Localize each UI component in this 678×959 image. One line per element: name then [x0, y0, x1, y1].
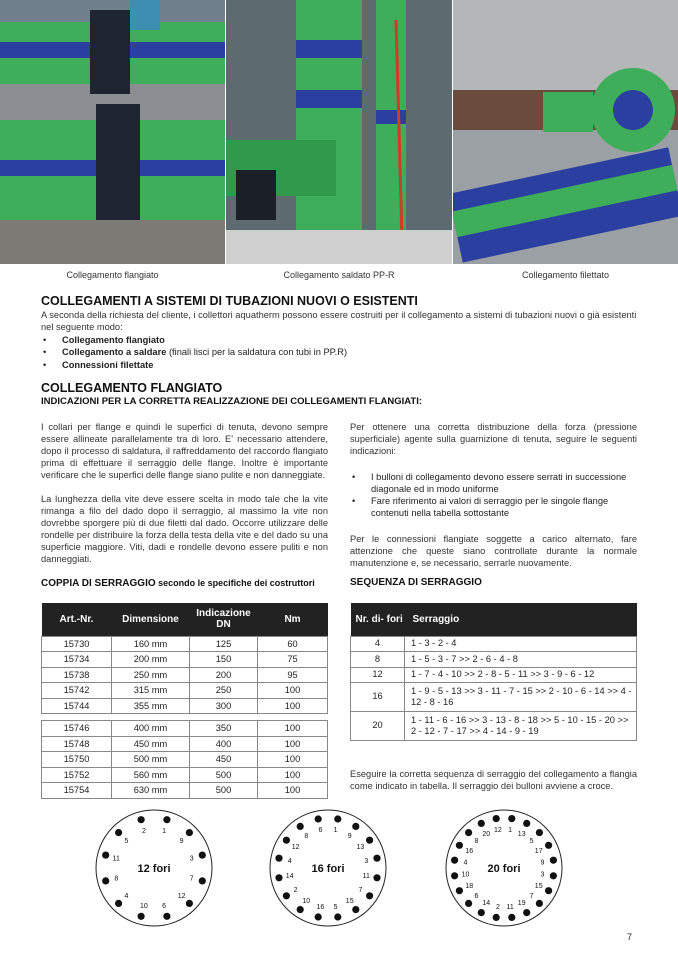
- bolt-number: 6: [162, 903, 167, 911]
- table-cell: 100: [258, 698, 328, 714]
- flange-label: 20 fori: [487, 863, 521, 875]
- bolt-number: 18: [465, 883, 474, 891]
- list-item: • I bulloni di collegamento devono essere serrati in successione diagonale ed in modo uniforme: [350, 471, 637, 495]
- col-header-dimension: Dimensione: [112, 603, 190, 636]
- bolt-number: 11: [362, 873, 370, 881]
- flange-16-holes: [270, 810, 386, 926]
- instruction-list: [350, 471, 637, 519]
- bolt-hole: [283, 892, 290, 899]
- table-cell: 15730: [42, 636, 112, 652]
- sequence-cell: 1 - 9 - 5 - 13 >> 3 - 11 - 7 - 15 >> 2 - 10 - 6 - 14 >> 4 - 12 - 8 - 16: [405, 683, 637, 712]
- bolt-hole: [523, 909, 530, 916]
- bolt-hole: [334, 913, 341, 920]
- flange-label: 12 fori: [137, 863, 171, 875]
- bolt-hole: [115, 829, 122, 836]
- table-cell: 315 mm: [112, 683, 190, 699]
- photo-flanged-connection: [0, 0, 225, 264]
- bolt-hole: [102, 877, 109, 884]
- table-row: [351, 667, 637, 683]
- table-cell: 630 mm: [112, 783, 190, 799]
- table-cell: 250 mm: [112, 667, 190, 683]
- bolt-hole: [297, 906, 304, 913]
- bolt-number: 4: [124, 893, 129, 901]
- bolt-number: 6: [318, 827, 323, 835]
- table-row: [42, 736, 328, 752]
- bolt-hole: [138, 913, 145, 920]
- col-header-sequence: Serraggio: [405, 603, 637, 636]
- bolt-hole: [478, 909, 485, 916]
- sequence-table: [350, 603, 637, 741]
- caption-welded: Collegamento saldato PP-R: [283, 270, 395, 280]
- col-header-holes: Nr. di- fori: [351, 603, 405, 636]
- bolt-number: 7: [529, 893, 534, 901]
- paragraph-right-1: Per ottenere una corretta distribuzione della forza (pressione superficiale) agente sulla guarnizione di tenuta, seguire le seguenti indicazioni:: [350, 422, 637, 456]
- bolt-hole: [297, 823, 304, 830]
- bolt-number: 5: [333, 903, 338, 911]
- table-cell: 200 mm: [112, 652, 190, 668]
- torque-table-title: COPPIA DI SERRAGGIO secondo le specifiche dei costruttori: [41, 578, 315, 589]
- table-row: [42, 752, 328, 768]
- bolt-hole: [465, 900, 472, 907]
- bolt-hole: [366, 892, 373, 899]
- bolt-number: 6: [474, 893, 479, 901]
- bolt-number: 20: [482, 830, 491, 838]
- photo-threaded-connection: [453, 0, 678, 264]
- table-cell: 100: [258, 767, 328, 783]
- bolt-number: 8: [114, 875, 119, 883]
- table-cell: 15734: [42, 652, 112, 668]
- bolt-number: 2: [495, 904, 500, 911]
- list-item: • Collegamento flangiato: [41, 334, 601, 346]
- bolt-number: 11: [506, 904, 514, 911]
- bolt-number: 15: [345, 897, 354, 905]
- bolt-number: 7: [358, 887, 363, 895]
- bolt-number: 19: [517, 900, 526, 908]
- table-cell: 450 mm: [112, 736, 190, 752]
- sequence-table-body: [351, 636, 637, 741]
- section-title-connections: COLLEGAMENTI A SISTEMI DI TUBAZIONI NUOVI O ESISTENTI: [41, 294, 418, 308]
- list-item: • Collegamento a saldare (finali lisci per la saldatura con tubi in PP.R): [41, 346, 601, 358]
- table-row: [351, 652, 637, 668]
- table-cell: 15748: [42, 736, 112, 752]
- flange-20-holes: [446, 810, 562, 926]
- flange-label: 16 fori: [311, 863, 345, 875]
- col-header-dn: Indicazione DN: [190, 603, 258, 636]
- bolt-hole: [102, 852, 109, 859]
- table-gap-row: [42, 714, 328, 721]
- bolt-number: 5: [529, 837, 534, 845]
- table-cell: 300: [190, 698, 258, 714]
- table-row: [42, 667, 328, 683]
- table-cell: 15738: [42, 667, 112, 683]
- table-row: [351, 683, 637, 712]
- table-cell: 500: [190, 783, 258, 799]
- bolt-number: 7: [189, 875, 194, 883]
- table-cell: 150: [190, 652, 258, 668]
- bolt-number: 3: [364, 857, 369, 865]
- table-row: [42, 783, 328, 799]
- holes-cell: 4: [351, 636, 405, 652]
- bolt-hole: [334, 815, 341, 822]
- bolt-hole: [550, 857, 557, 864]
- bolt-hole: [275, 874, 282, 881]
- table-cell: 355 mm: [112, 698, 190, 714]
- sequence-cell: 1 - 11 - 6 - 16 >> 3 - 13 - 8 - 18 >> 5 - 10 - 15 - 20 >> 2 - 12 - 7 - 17 >> 4 - 14 - 9 - 19: [405, 712, 637, 741]
- flange-12-holes: [96, 810, 212, 926]
- bolt-hole: [451, 872, 458, 879]
- bolt-hole: [373, 855, 380, 862]
- bolt-hole: [493, 815, 500, 822]
- paragraph-left-2: La lunghezza della vite deve essere scelta in modo tale che la vite rimanga a filo del dado dopo il serraggio, al massimo la vite non dovrebbe sporgere più di due filetti dal dado. Occorre utilizzare delle rondelle per distribuire la forza della testa della vite e del dado su una superficie maggiore. Viti, dadi e rondelle devono essere puliti e non danneggiati.: [41, 494, 328, 564]
- bolt-number: 3: [540, 871, 545, 879]
- table-row: [351, 712, 637, 741]
- bolt-number: 13: [356, 843, 365, 851]
- table-cell: 100: [258, 721, 328, 737]
- bolt-number: 9: [347, 833, 352, 841]
- photo-welded-connection: [226, 0, 452, 264]
- table-header-row: [351, 603, 637, 636]
- caption-flanged: Collegamento flangiato: [66, 270, 159, 280]
- table-cell: 100: [258, 683, 328, 699]
- table-cell: 15744: [42, 698, 112, 714]
- table-cell: 100: [258, 752, 328, 768]
- table-cell: 95: [258, 667, 328, 683]
- bolt-hole: [545, 887, 552, 894]
- table-row: [351, 636, 637, 652]
- table-cell: 450: [190, 752, 258, 768]
- bolt-number: 16: [316, 903, 325, 911]
- bolt-number: 11: [112, 855, 120, 863]
- bolt-hole: [508, 815, 515, 822]
- holes-cell: 20: [351, 712, 405, 741]
- bolt-number: 12: [291, 843, 300, 851]
- table-cell: 15754: [42, 783, 112, 799]
- bolt-hole: [465, 829, 472, 836]
- bolt-hole: [275, 855, 282, 862]
- list-item: • Fare riferimento ai valori di serraggio per le singole flange contenuti nella tabella sottostante: [350, 495, 637, 519]
- table-cell: 400 mm: [112, 721, 190, 737]
- table-cell: 15746: [42, 721, 112, 737]
- flange-diagrams: [0, 808, 678, 928]
- bolt-hole: [186, 829, 193, 836]
- section-subtitle: INDICAZIONI PER LA CORRETTA REALIZZAZIONE DEI COLLEGAMENTI FLANGIATI:: [41, 396, 423, 407]
- holes-cell: 8: [351, 652, 405, 668]
- table-row: [42, 636, 328, 652]
- bolt-number: 14: [482, 900, 491, 908]
- bolt-number: 2: [293, 887, 298, 895]
- sequence-cell: 1 - 3 - 2 - 4: [405, 636, 637, 652]
- bolt-hole: [478, 820, 485, 827]
- bolt-hole: [199, 852, 206, 859]
- bolt-number: 15: [534, 883, 543, 891]
- bolt-number: 1: [162, 827, 167, 835]
- bolt-number: 8: [304, 833, 309, 841]
- bolt-hole: [163, 816, 170, 823]
- table-cell: 100: [258, 783, 328, 799]
- bolt-number: 8: [474, 837, 479, 845]
- bolt-hole: [550, 872, 557, 879]
- bolt-hole: [352, 906, 359, 913]
- table-cell: 125: [190, 636, 258, 652]
- bolt-number: 10: [302, 897, 311, 905]
- paragraph-left-1: I collari per flange e quindi le superfici di tenuta, devono sempre essere allineate parallelamente tra di loro. E' necessario attendere, dopo il processo di saldatura, il raffreddamento del raccordo flangiato prima di effettuare il serraggio delle flange. Inoltre è importante verificare che le superfici delle flange siano pulite e non danneggiate.: [41, 422, 328, 480]
- holes-cell: 12: [351, 667, 405, 683]
- bolt-hole: [366, 837, 373, 844]
- table-cell: 560 mm: [112, 767, 190, 783]
- sequence-table-title: SEQUENZA DI SERRAGGIO: [350, 577, 482, 588]
- torque-table-body: [42, 636, 328, 798]
- bolt-number: 5: [124, 837, 129, 845]
- bolt-hole: [508, 914, 515, 921]
- bolt-number: 10: [140, 903, 148, 911]
- bolt-hole: [115, 900, 122, 907]
- bolt-hole: [456, 842, 463, 849]
- bolt-number: 9: [179, 837, 184, 845]
- bolt-number: 17: [534, 847, 543, 855]
- bolt-hole: [186, 900, 193, 907]
- table-cell: 75: [258, 652, 328, 668]
- bolt-number: 12: [494, 827, 502, 834]
- bolt-number: 4: [287, 857, 292, 865]
- bolt-hole: [456, 887, 463, 894]
- bolt-hole: [451, 857, 458, 864]
- sequence-note: Eseguire la corretta sequenza di serraggio del collegamento a flangia come indicato in tabella. Il serraggio dei bulloni avviene a croce.: [350, 769, 637, 791]
- table-row: [42, 683, 328, 699]
- bolt-number: 1: [333, 827, 338, 835]
- table-row: [42, 721, 328, 737]
- bolt-number: 16: [465, 847, 474, 855]
- page-number: 7: [626, 932, 632, 942]
- table-row: [42, 652, 328, 668]
- sequence-cell: 1 - 5 - 3 - 7 >> 2 - 6 - 4 - 8: [405, 652, 637, 668]
- list-item: • Connessioni filettate: [41, 359, 601, 371]
- table-cell: 400: [190, 736, 258, 752]
- bolt-number: 12: [177, 893, 186, 901]
- table-row: [42, 698, 328, 714]
- table-cell: 60: [258, 636, 328, 652]
- holes-cell: 16: [351, 683, 405, 712]
- caption-threaded: Collegamento filettato: [521, 270, 610, 280]
- bolt-number: 3: [189, 855, 194, 863]
- torque-table: [41, 603, 328, 799]
- bolt-hole: [536, 829, 543, 836]
- paragraph-right-2: Per le connessioni flangiate soggette a carico alternato, fare attenzione che queste siano controllate durante la normale manutenzione e, se necessario, serrarle nuovamente.: [350, 534, 637, 568]
- bolt-number: 4: [463, 859, 468, 867]
- bolt-hole: [493, 914, 500, 921]
- table-cell: 500 mm: [112, 752, 190, 768]
- bolt-hole: [163, 913, 170, 920]
- bolt-number: 1: [508, 827, 513, 834]
- col-header-art: Art.-Nr.: [42, 603, 112, 636]
- table-cell: 15752: [42, 767, 112, 783]
- col-header-nm: Nm: [258, 603, 328, 636]
- bolt-hole: [536, 900, 543, 907]
- table-cell: 15742: [42, 683, 112, 699]
- bolt-hole: [199, 877, 206, 884]
- photo-strip: [0, 0, 678, 264]
- bolt-hole: [315, 815, 322, 822]
- bolt-hole: [315, 913, 322, 920]
- section-title-flanged: COLLEGAMENTO FLANGIATO: [41, 381, 223, 395]
- bolt-number: 2: [141, 827, 146, 835]
- table-cell: 100: [258, 736, 328, 752]
- bolt-hole: [138, 816, 145, 823]
- sequence-cell: 1 - 7 - 4 - 10 >> 2 - 8 - 5 - 11 >> 3 - 9 - 6 - 12: [405, 667, 637, 683]
- table-cell: 200: [190, 667, 258, 683]
- section-intro: A seconda della richiesta del cliente, i collettori aquatherm possono essere costruiti per il collegamento a sistemi di tubazioni nuovi o già esistenti nel seguente modo:: [41, 310, 637, 332]
- table-cell: 160 mm: [112, 636, 190, 652]
- bolt-number: 10: [461, 871, 470, 879]
- bolt-number: 13: [517, 830, 526, 838]
- bolt-number: 14: [285, 873, 294, 881]
- bolt-hole: [352, 823, 359, 830]
- table-row: [42, 767, 328, 783]
- connection-types-list: [41, 334, 601, 371]
- bolt-hole: [283, 837, 290, 844]
- table-cell: 500: [190, 767, 258, 783]
- bolt-hole: [523, 820, 530, 827]
- table-cell: 15750: [42, 752, 112, 768]
- table-header-row: [42, 603, 328, 636]
- bolt-number: 9: [540, 859, 545, 867]
- bolt-hole: [373, 874, 380, 881]
- bolt-hole: [545, 842, 552, 849]
- table-cell: 350: [190, 721, 258, 737]
- table-cell: 250: [190, 683, 258, 699]
